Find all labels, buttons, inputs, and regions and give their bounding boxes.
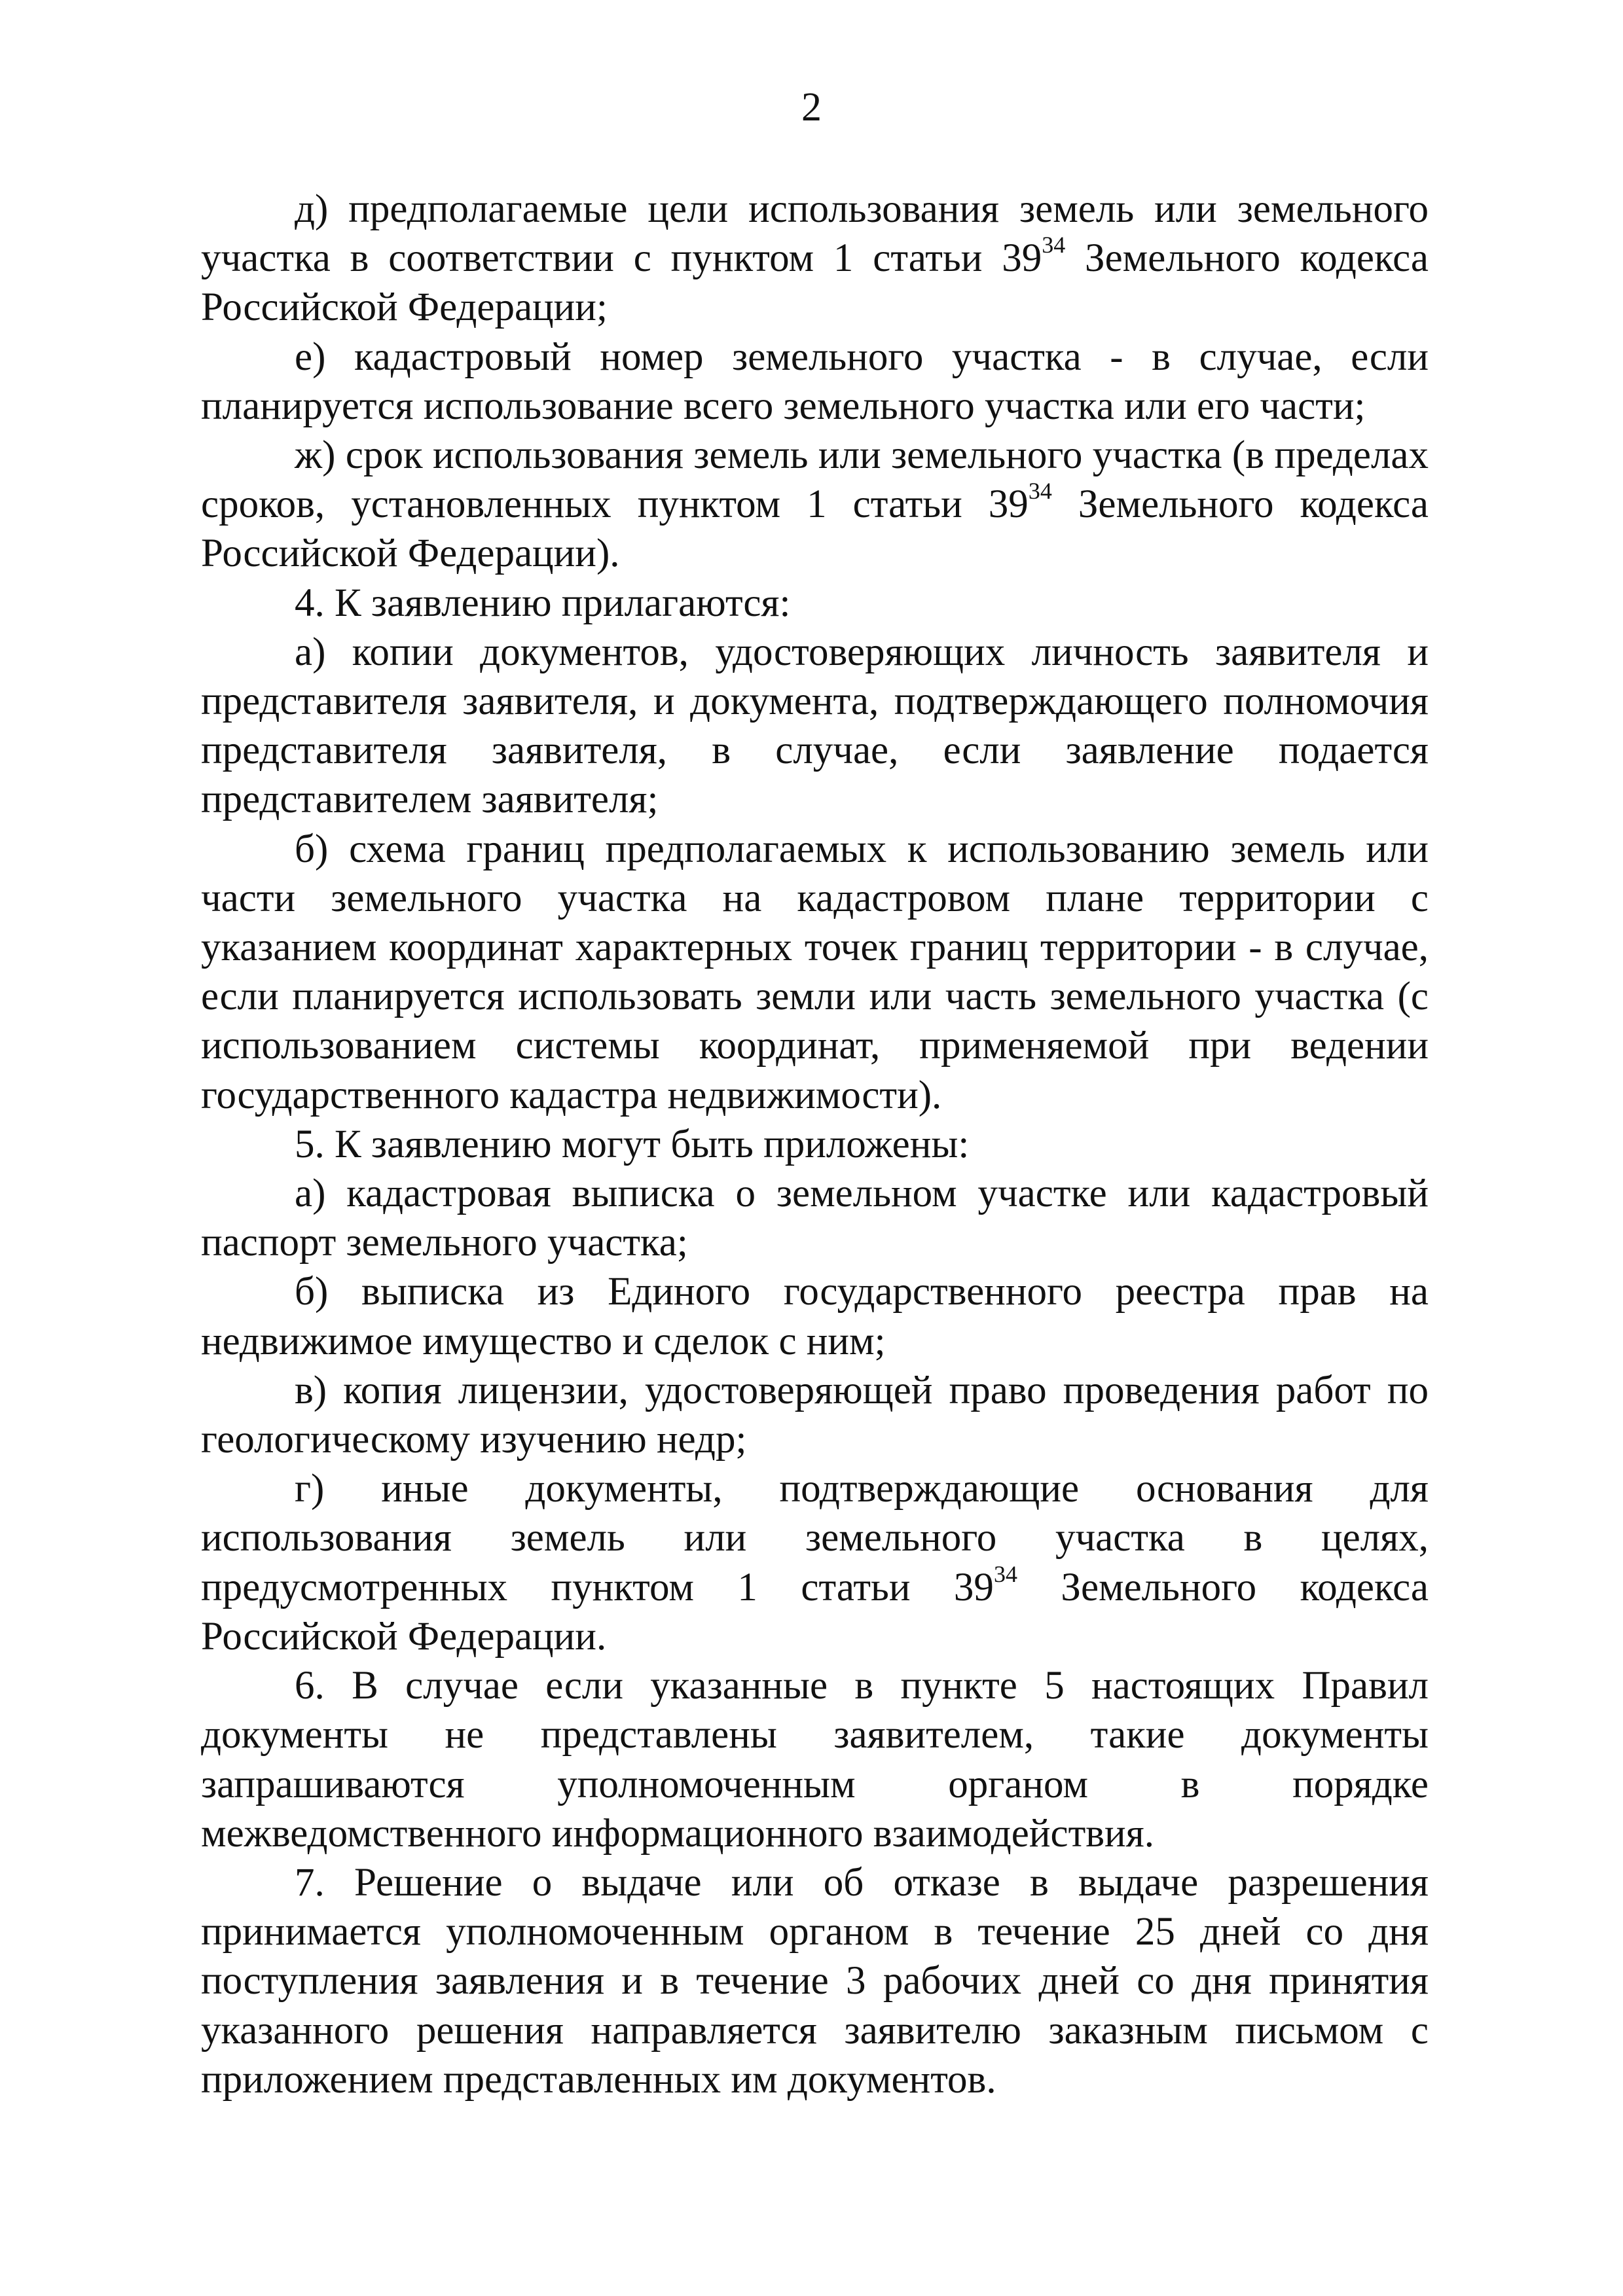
paragraph-7-decision [201, 1858, 1429, 2104]
paragraph-4b-boundary-scheme [201, 825, 1429, 1120]
paragraph-text: 4. К заявлению прилагаются: [295, 581, 791, 625]
paragraph-zh-term [201, 431, 1429, 579]
paragraph-text: 7. Решение о выдаче или об отказе в выдаче разрешения принимается уполномоченным органом в течение 25 дней со дня поступления заявления и в течение 3 рабочих дней со дня принятия указанного решения направляется заявителю заказным письмом с приложением представленных им документов. [201, 1860, 1429, 2102]
superscript: 34 [1042, 232, 1066, 259]
paragraph-text: ж) срок использования земель или земельного участка (в пределах сроков, установленных пунктом 1 статьи 39 [201, 433, 1429, 527]
document-body [201, 185, 1429, 2104]
paragraph-5a-cadastral-extract [201, 1169, 1429, 1267]
paragraph-text: е) кадастровый номер земельного участка - в случае, если планируется использование всего земельного участка или его части; [201, 334, 1429, 428]
paragraph-text: Земельного кодекса Российской Федерации). [201, 482, 1429, 576]
paragraph-text: 6. В случае если указанные в пункте 5 настоящих Правил документы не представлены заявителем, такие документы запрашиваются уполномоченным органом в порядке межведомственного информационного взаимодействия. [201, 1664, 1429, 1856]
paragraph-4-attachments [201, 579, 1429, 628]
paragraph-5g-other-documents [201, 1464, 1429, 1661]
paragraph-text: 5. К заявлению могут быть приложены: [295, 1122, 970, 1166]
paragraph-text: а) кадастровая выписка о земельном участке или кадастровый паспорт земельного участка; [201, 1172, 1429, 1265]
paragraph-4a-copies [201, 628, 1429, 825]
page-number: 2 [801, 85, 822, 130]
paragraph-text: в) копия лицензии, удостоверяющей право проведения работ по геологическому изучению недр; [201, 1368, 1429, 1462]
paragraph-text: б) выписка из Единого государственного реестра прав на недвижимое имущество и сделок с ним; [201, 1270, 1429, 1363]
paragraph-5v-license-copy [201, 1366, 1429, 1464]
paragraph-6-interagency-request [201, 1661, 1429, 1858]
paragraph-text: б) схема границ предполагаемых к использованию земель или части земельного участка на кадастровом плане территории с указанием координат характерных точек границ территории - в случае, если планируется использовать земли или часть земельного участка (с использованием системы координат, применяемой при ведении государственного кадастра недвижимости). [201, 827, 1429, 1117]
paragraph-text: Земельного кодекса Российской Федерации; [201, 236, 1429, 330]
paragraph-text: Земельного кодекса Российской Федерации. [201, 1565, 1429, 1659]
paragraph-5-optional-attachments [201, 1120, 1429, 1169]
paragraph-text: д) предполагаемые цели использования земель или земельного участка в соответствии с пунктом 1 статьи 39 [201, 187, 1429, 281]
paragraph-d-purpose [201, 185, 1429, 332]
paragraph-text: г) иные документы, подтверждающие основания для использования земель или земельного участка в целях, предусмотренных пунктом 1 статьи 39 [201, 1467, 1429, 1609]
superscript: 34 [1028, 478, 1052, 505]
paragraph-e-cadastral-number [201, 332, 1429, 431]
superscript: 34 [993, 1560, 1017, 1587]
paragraph-5b-registry-extract [201, 1267, 1429, 1365]
paragraph-text: а) копии документов, удостоверяющих личность заявителя и представителя заявителя, и документа, подтверждающего полномочия представителя заявителя, в случае, если заявление подается представителем заявителя; [201, 630, 1429, 822]
